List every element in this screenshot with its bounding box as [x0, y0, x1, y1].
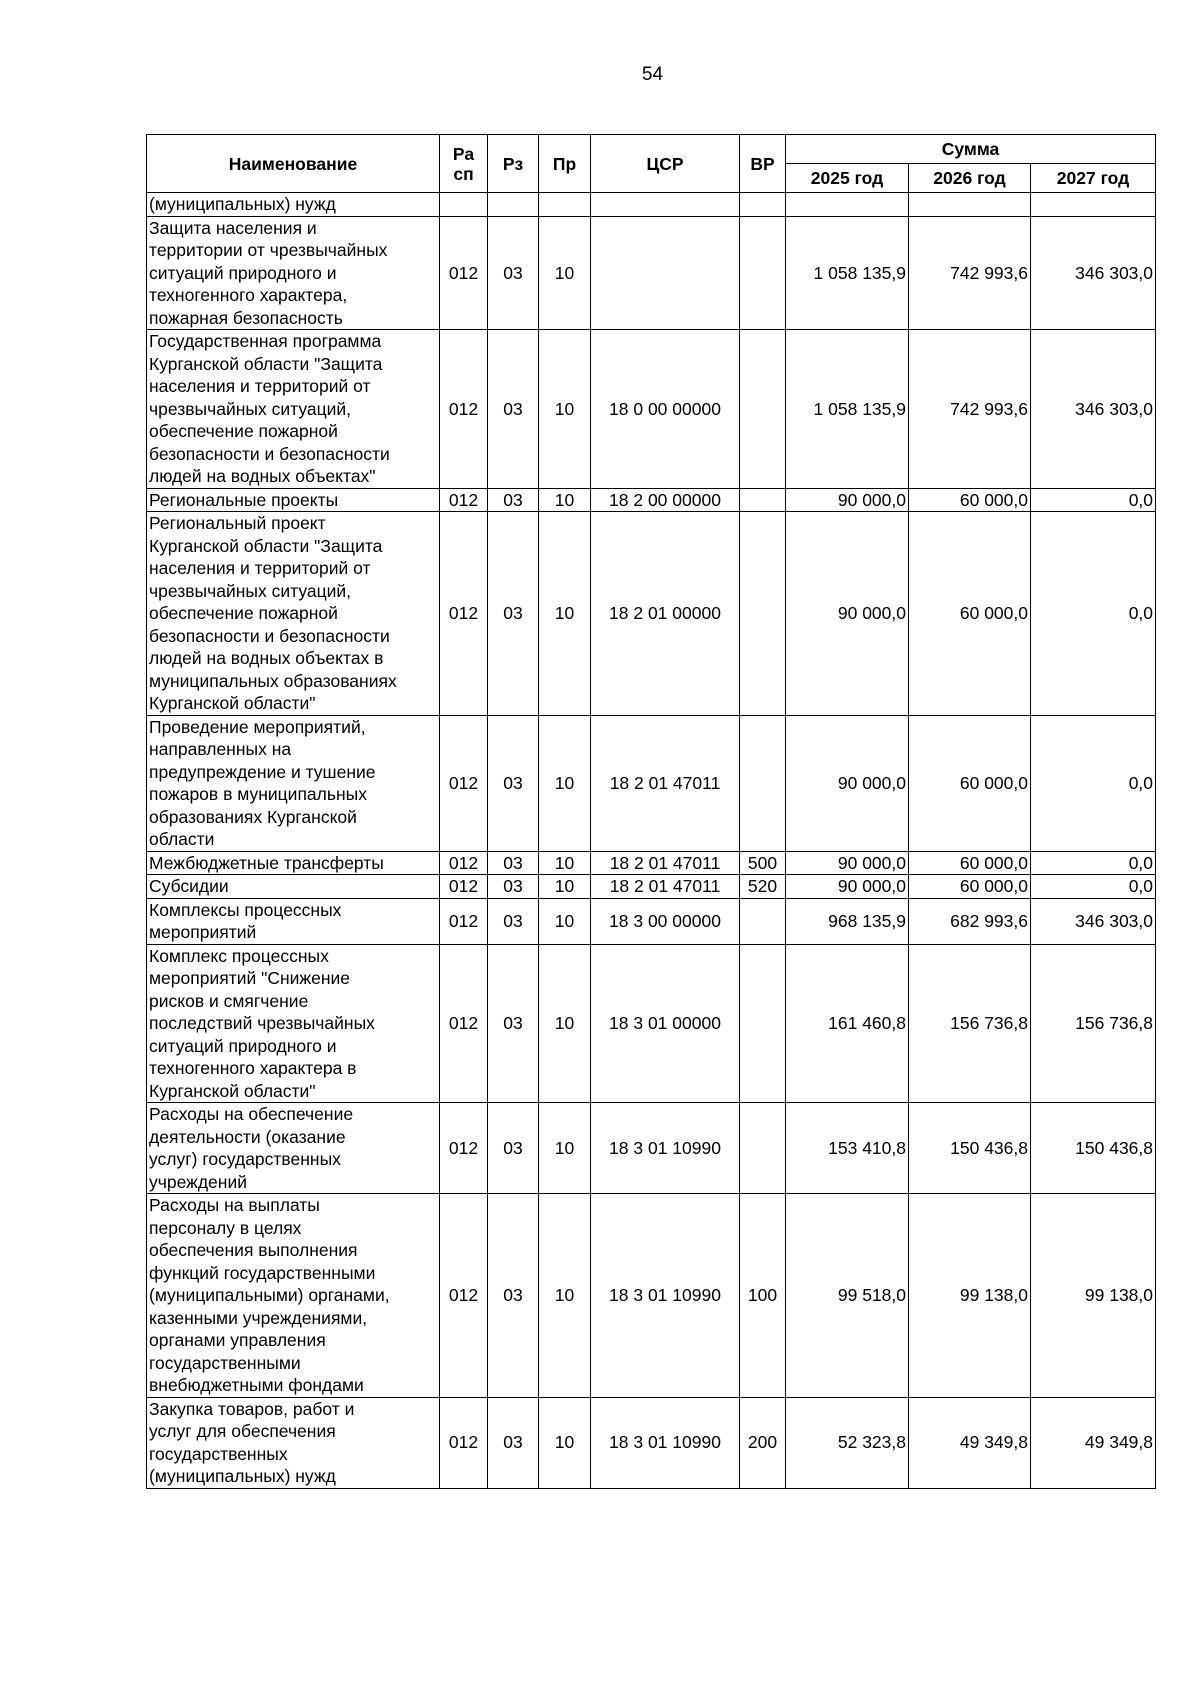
cell-vr [740, 330, 786, 489]
header-sum: Сумма [786, 135, 1156, 164]
row-name-text: Защита населения и территории от чрезвычайных ситуаций природного и техногенного характера, пожарная безопасность [149, 217, 388, 328]
cell-pr: 10 [539, 512, 591, 716]
cell-pr: 10 [539, 851, 591, 875]
cell-name [147, 1397, 440, 1488]
cell-2025: 153 410,8 [786, 1103, 909, 1194]
cell-rz: 03 [488, 1194, 539, 1398]
table-body [147, 193, 1156, 1489]
cell-rasp: 012 [440, 330, 488, 489]
cell-pr: 10 [539, 1103, 591, 1194]
table-row [147, 898, 1156, 944]
table-row [147, 488, 1156, 512]
cell-2026: 156 736,8 [909, 944, 1031, 1103]
table-row [147, 216, 1156, 330]
cell-name [147, 193, 440, 217]
cell-vr: 520 [740, 875, 786, 899]
cell-2027: 99 138,0 [1031, 1194, 1156, 1398]
cell-2025: 1 058 135,9 [786, 330, 909, 489]
cell-vr [740, 1103, 786, 1194]
cell-vr: 200 [740, 1397, 786, 1488]
header-csr: ЦСР [591, 135, 740, 193]
cell-name [147, 851, 440, 875]
cell-2025: 968 135,9 [786, 898, 909, 944]
table-row [147, 1194, 1156, 1398]
cell-rz: 03 [488, 488, 539, 512]
cell-pr: 10 [539, 715, 591, 851]
cell-2025: 161 460,8 [786, 944, 909, 1103]
row-name-text: Государственная программа Курганской области "Защита населения и территорий от чрезвычайных ситуаций, обеспечение пожарной безопасности и безопасности людей на водных объектах" [149, 331, 390, 486]
cell-2026: 60 000,0 [909, 715, 1031, 851]
cell-pr: 10 [539, 875, 591, 899]
cell-vr [740, 898, 786, 944]
cell-2026: 60 000,0 [909, 512, 1031, 716]
cell-rz: 03 [488, 851, 539, 875]
row-name-text: Региональный проект Курганской области "Защита населения и территорий от чрезвычайных ситуаций, обеспечение пожарной безопасности и безопасности людей на водных объектах в муниципальных образованиях Курганской области" [149, 513, 397, 713]
cell-vr [740, 193, 786, 217]
cell-rasp: 012 [440, 216, 488, 330]
cell-csr: 18 0 00 00000 [591, 330, 740, 489]
table-row [147, 944, 1156, 1103]
cell-vr: 500 [740, 851, 786, 875]
cell-csr: 18 3 00 00000 [591, 898, 740, 944]
row-name-text: Межбюджетные трансферты [149, 852, 384, 873]
cell-rasp: 012 [440, 715, 488, 851]
cell-csr [591, 216, 740, 330]
cell-2026: 742 993,6 [909, 330, 1031, 489]
cell-2027 [1031, 193, 1156, 217]
header-vr: ВР [740, 135, 786, 193]
cell-pr [539, 193, 591, 217]
cell-2026: 150 436,8 [909, 1103, 1031, 1194]
cell-rasp: 012 [440, 898, 488, 944]
cell-2027: 0,0 [1031, 715, 1156, 851]
cell-csr: 18 2 01 47011 [591, 875, 740, 899]
cell-csr: 18 2 00 00000 [591, 488, 740, 512]
header-rasp: Ра сп [440, 135, 488, 193]
cell-name [147, 715, 440, 851]
cell-pr: 10 [539, 216, 591, 330]
cell-rz: 03 [488, 512, 539, 716]
table-row [147, 715, 1156, 851]
cell-rasp [440, 193, 488, 217]
cell-2025: 90 000,0 [786, 875, 909, 899]
header-2026: 2026 год [909, 164, 1031, 193]
row-name-text: Региональные проекты [149, 489, 339, 510]
cell-rz: 03 [488, 1397, 539, 1488]
cell-name [147, 1103, 440, 1194]
cell-name [147, 488, 440, 512]
cell-rasp: 012 [440, 1397, 488, 1488]
cell-rasp: 012 [440, 851, 488, 875]
cell-2027: 150 436,8 [1031, 1103, 1156, 1194]
table-row [147, 1103, 1156, 1194]
cell-pr: 10 [539, 1397, 591, 1488]
cell-2026 [909, 193, 1031, 217]
cell-pr: 10 [539, 488, 591, 512]
cell-csr: 18 2 01 47011 [591, 851, 740, 875]
cell-2027: 156 736,8 [1031, 944, 1156, 1103]
cell-rasp: 012 [440, 1103, 488, 1194]
cell-2026: 49 349,8 [909, 1397, 1031, 1488]
header-pr: Пр [539, 135, 591, 193]
cell-2025: 52 323,8 [786, 1397, 909, 1488]
cell-vr [740, 944, 786, 1103]
cell-2025: 1 058 135,9 [786, 216, 909, 330]
cell-pr: 10 [539, 944, 591, 1103]
cell-2027: 49 349,8 [1031, 1397, 1156, 1488]
row-name-text: Комплекс процессных мероприятий "Снижение рисков и смягчение последствий чрезвычайных ситуаций природного и техногенного характера в Курганской области" [149, 945, 375, 1101]
cell-2026: 60 000,0 [909, 851, 1031, 875]
cell-2025: 90 000,0 [786, 512, 909, 716]
header-rz: Рз [488, 135, 539, 193]
cell-csr: 18 2 01 00000 [591, 512, 740, 716]
cell-name [147, 875, 440, 899]
row-name-text: Закупка товаров, работ и услуг для обеспечения государственных (муниципальных) нужд [149, 1398, 355, 1486]
cell-csr: 18 3 01 10990 [591, 1103, 740, 1194]
cell-2026: 742 993,6 [909, 216, 1031, 330]
budget-table [146, 134, 1156, 1489]
header-2027: 2027 год [1031, 164, 1156, 193]
cell-2027: 346 303,0 [1031, 330, 1156, 489]
cell-vr [740, 216, 786, 330]
cell-pr: 10 [539, 898, 591, 944]
cell-2027: 0,0 [1031, 488, 1156, 512]
cell-pr: 10 [539, 1194, 591, 1398]
cell-name [147, 512, 440, 716]
cell-2025: 90 000,0 [786, 851, 909, 875]
cell-name [147, 944, 440, 1103]
cell-2026: 682 993,6 [909, 898, 1031, 944]
cell-csr: 18 3 01 10990 [591, 1194, 740, 1398]
cell-csr: 18 2 01 47011 [591, 715, 740, 851]
cell-vr [740, 512, 786, 716]
cell-rz: 03 [488, 715, 539, 851]
row-name-text: Расходы на обеспечение деятельности (оказание услуг) государственных учреждений [149, 1104, 354, 1192]
table-row [147, 875, 1156, 899]
cell-csr: 18 3 01 10990 [591, 1397, 740, 1488]
cell-2025: 90 000,0 [786, 488, 909, 512]
cell-rasp: 012 [440, 488, 488, 512]
cell-csr [591, 193, 740, 217]
cell-rasp: 012 [440, 512, 488, 716]
cell-vr [740, 488, 786, 512]
row-name-text: Комплексы процессных мероприятий [149, 899, 342, 942]
cell-rz [488, 193, 539, 217]
cell-rasp: 012 [440, 1194, 488, 1398]
cell-2027: 346 303,0 [1031, 898, 1156, 944]
cell-rz: 03 [488, 875, 539, 899]
header-2025: 2025 год [786, 164, 909, 193]
cell-rz: 03 [488, 330, 539, 489]
row-name-text: Проведение мероприятий, направленных на предупреждение и тушение пожаров в муниципальных образованиях Курганской области [149, 716, 376, 849]
cell-rasp: 012 [440, 944, 488, 1103]
cell-2025 [786, 193, 909, 217]
table-header [147, 135, 1156, 193]
row-name-text: Расходы на выплаты персоналу в целях обеспечения выполнения функций государственными (муниципальными) органами, казенными учреждениями, органами управления государственными внебюджетными фондами [149, 1195, 390, 1395]
cell-name [147, 216, 440, 330]
cell-rz: 03 [488, 898, 539, 944]
cell-pr: 10 [539, 330, 591, 489]
cell-rz: 03 [488, 216, 539, 330]
table-row [147, 193, 1156, 217]
cell-csr: 18 3 01 00000 [591, 944, 740, 1103]
table-row [147, 851, 1156, 875]
header-name: Наименование [147, 135, 440, 193]
cell-rasp: 012 [440, 875, 488, 899]
cell-2025: 90 000,0 [786, 715, 909, 851]
cell-2026: 99 138,0 [909, 1194, 1031, 1398]
cell-2027: 0,0 [1031, 851, 1156, 875]
cell-name [147, 1194, 440, 1398]
table-row [147, 330, 1156, 489]
cell-2026: 60 000,0 [909, 488, 1031, 512]
cell-2025: 99 518,0 [786, 1194, 909, 1398]
row-name-text: (муниципальных) нужд [149, 194, 336, 214]
table-row [147, 1397, 1156, 1488]
cell-2026: 60 000,0 [909, 875, 1031, 899]
cell-2027: 0,0 [1031, 512, 1156, 716]
table-row [147, 512, 1156, 716]
cell-vr [740, 715, 786, 851]
cell-rz: 03 [488, 1103, 539, 1194]
row-name-text: Субсидии [149, 876, 229, 896]
cell-name [147, 898, 440, 944]
cell-rz: 03 [488, 944, 539, 1103]
page-number: 54 [641, 64, 664, 85]
cell-2027: 346 303,0 [1031, 216, 1156, 330]
cell-name [147, 330, 440, 489]
cell-2027: 0,0 [1031, 875, 1156, 899]
cell-vr: 100 [740, 1194, 786, 1398]
